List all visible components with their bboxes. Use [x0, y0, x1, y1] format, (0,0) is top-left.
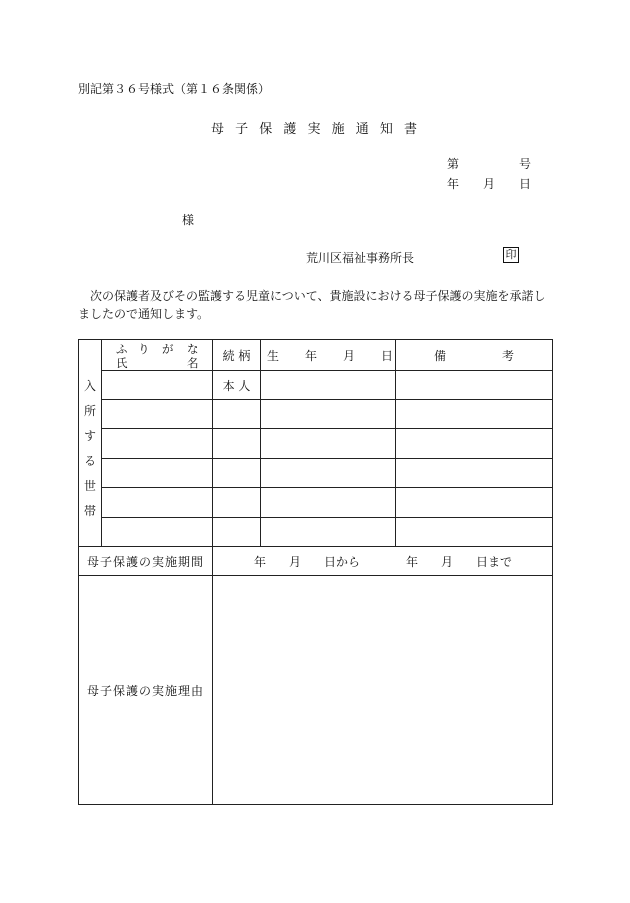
name-header-char: 氏 [116, 356, 128, 370]
table-row [79, 371, 553, 400]
document-title: 母 子 保 護 実 施 通 知 書 [210, 122, 420, 137]
furigana-char: が [162, 342, 174, 356]
birthdate-cell[interactable] [261, 518, 396, 547]
number-suffix: 号 [519, 157, 532, 171]
relation-cell: 本 人 [213, 371, 261, 400]
furigana-char: な [187, 342, 199, 356]
birthdate-cell[interactable] [261, 488, 396, 518]
remarks-cell[interactable] [396, 400, 553, 429]
birthdate-cell[interactable] [261, 371, 396, 400]
number-prefix: 第 [447, 157, 460, 171]
birthdate-char: 生 [267, 349, 280, 363]
furigana-char: ふ [116, 342, 128, 356]
period-start-day: 日から [324, 555, 361, 569]
reason-value-cell[interactable] [213, 576, 553, 805]
name-header-cell [102, 340, 213, 371]
relation-header: 続 柄 [213, 340, 261, 371]
relation-cell[interactable] [213, 488, 261, 518]
remarks-cell[interactable] [396, 459, 553, 488]
birthdate-cell[interactable] [261, 400, 396, 429]
relation-cell[interactable] [213, 518, 261, 547]
name-cell[interactable] [102, 371, 213, 400]
side-char: 所 [83, 404, 96, 418]
table-row [79, 488, 553, 518]
notice-body-text: 次の保護者及びその監護する児童について、貴施設における母子保護の実施を承諾しましたので通知します。 [78, 289, 546, 321]
birthdate-cell[interactable] [261, 459, 396, 488]
name-cell[interactable] [102, 459, 213, 488]
birthdate-char: 日 [381, 349, 394, 363]
date-month: 月 [483, 177, 496, 191]
birthdate-char: 年 [305, 349, 318, 363]
side-char: 入 [83, 379, 96, 393]
name-header-char: 名 [187, 356, 199, 370]
remarks-char: 考 [502, 349, 515, 363]
table-row [79, 400, 553, 429]
period-end-year: 年 [406, 555, 419, 569]
table-row [79, 429, 553, 459]
household-table [78, 339, 553, 805]
issuer-name: 荒川区福祉事務所長 [306, 251, 415, 265]
household-side-label [79, 340, 102, 547]
period-value-cell[interactable] [213, 547, 553, 576]
remarks-cell[interactable] [396, 429, 553, 459]
period-start-month: 月 [289, 555, 302, 569]
birthdate-cell[interactable] [261, 429, 396, 459]
relation-cell[interactable] [213, 429, 261, 459]
relation-cell[interactable] [213, 459, 261, 488]
date-year: 年 [447, 177, 460, 191]
period-start-year: 年 [254, 555, 267, 569]
period-end-day: 日まで [476, 555, 513, 569]
table-row [79, 518, 553, 547]
remarks-header [396, 340, 553, 371]
side-char: 世 [83, 479, 96, 493]
name-cell[interactable] [102, 429, 213, 459]
form-number: 別記第３６号様式（第１６条関係） [78, 82, 271, 96]
remarks-cell[interactable] [396, 371, 553, 400]
birthdate-char: 月 [343, 349, 356, 363]
table-row [79, 459, 553, 488]
remarks-cell[interactable] [396, 518, 553, 547]
furigana-char: り [138, 342, 150, 356]
remarks-cell[interactable] [396, 488, 553, 518]
recipient-honorific: 様 [182, 213, 195, 227]
side-char: る [83, 454, 96, 468]
birthdate-header [261, 340, 396, 371]
name-cell[interactable] [102, 488, 213, 518]
period-end-month: 月 [441, 555, 454, 569]
period-label: 母子保護の実施期間 [79, 547, 213, 576]
name-cell[interactable] [102, 400, 213, 429]
side-char: す [83, 429, 96, 443]
seal-mark: 印 [503, 247, 519, 263]
relation-cell[interactable] [213, 400, 261, 429]
reason-label: 母子保護の実施理由 [79, 576, 213, 805]
date-day: 日 [519, 177, 532, 191]
remarks-char: 備 [434, 349, 447, 363]
name-cell[interactable] [102, 518, 213, 547]
side-char: 帯 [83, 504, 96, 518]
